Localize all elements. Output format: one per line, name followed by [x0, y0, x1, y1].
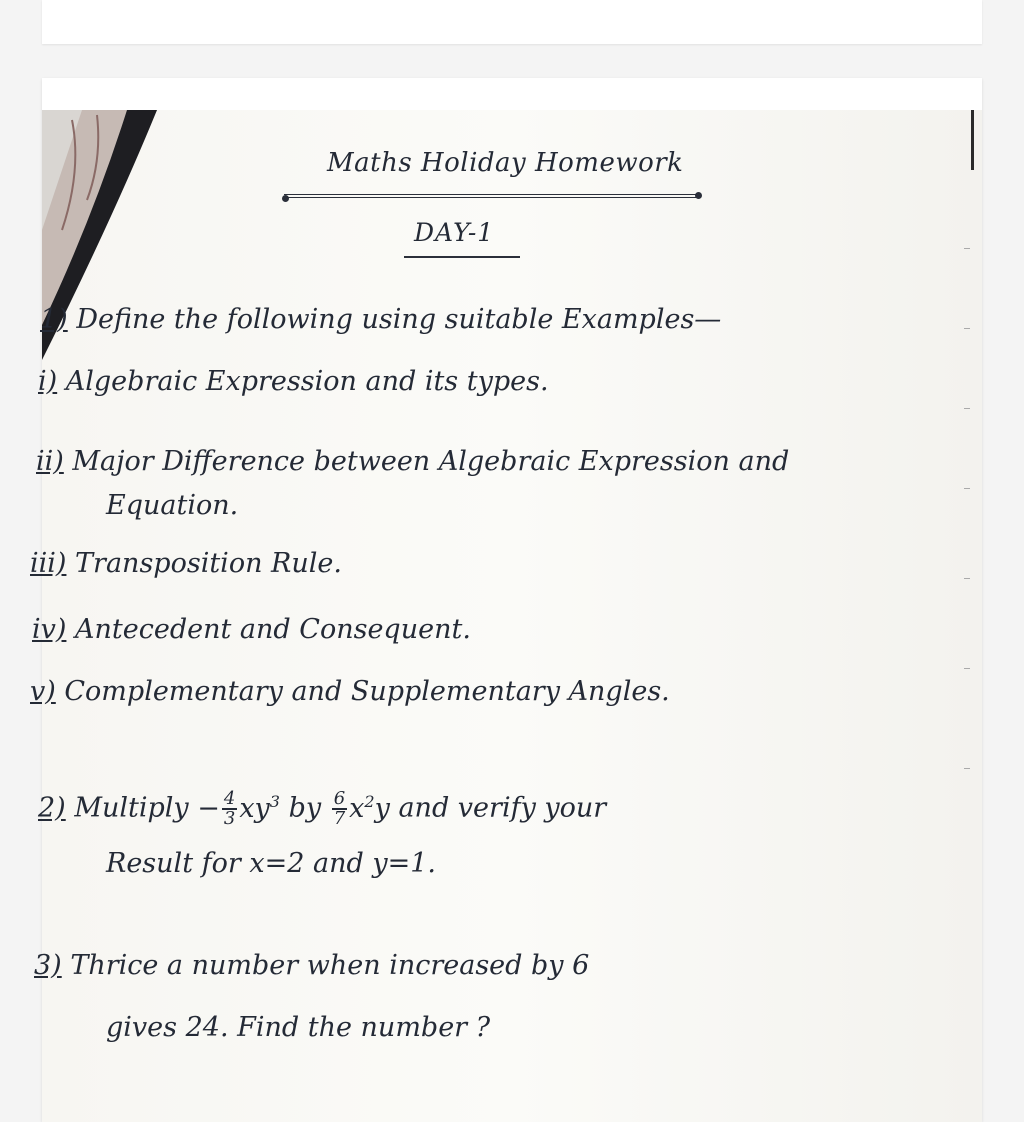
q1-item-3: iii) Transposition Rule. — [30, 548, 342, 579]
day-underline — [404, 256, 520, 258]
q1-item-2-continued: Equation. — [106, 490, 239, 521]
question-2-continued: Result for x=2 and y=1. — [106, 848, 436, 879]
paper-edge — [971, 110, 974, 170]
question-1-text: Define the following using suitable Examples— — [76, 304, 722, 335]
fraction-6-7: $\frac{6}{7}$ — [333, 788, 346, 829]
page-title: Maths Holiday Homework — [327, 148, 684, 178]
term-2: $\frac{6}{7}$ $x^2y$ — [333, 788, 390, 829]
q1-item-5: v) Complementary and Supplementary Angles. — [30, 676, 670, 707]
q1-item-2: ii) Major Difference between Algebraic Expression and — [36, 446, 790, 477]
question-2: 2) Multiply − $\frac{4}{3}$ $xy^3$ by $\frac{6}{7}$ $x^2y$ and verify your — [38, 788, 607, 829]
title-underline — [284, 194, 700, 198]
question-2-number: 2) — [38, 792, 66, 824]
question-3-number: 3) — [34, 950, 62, 981]
question-3-continued: gives 24. Find the number ? — [106, 1012, 491, 1043]
question-3: 3) Thrice a number when increased by 6 — [34, 950, 590, 981]
fraction-4-3: $\frac{4}{3}$ — [223, 788, 236, 829]
question-1-number: 1) — [40, 304, 68, 335]
term-1: − $\frac{4}{3}$ $xy^3$ — [197, 788, 280, 829]
q1-item-4: iv) Antecedent and Consequent. — [32, 614, 471, 645]
q1-item-1: i) Algebraic Expression and its types. — [38, 366, 549, 397]
document-page — [30, 78, 982, 1122]
previous-page-card — [42, 0, 982, 44]
day-heading: DAY-1 — [414, 218, 495, 247]
question-1 — [40, 304, 721, 335]
